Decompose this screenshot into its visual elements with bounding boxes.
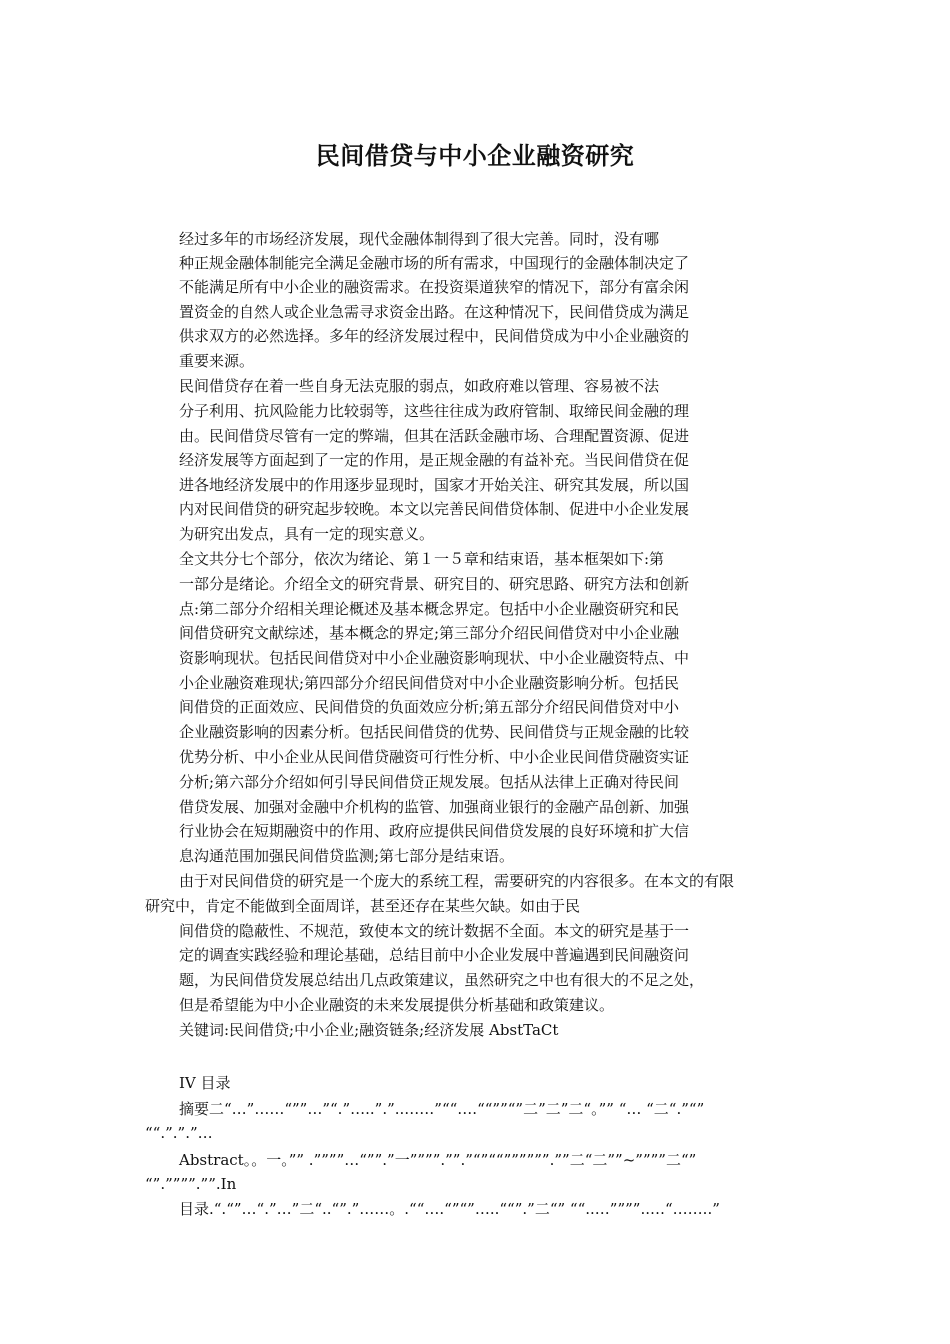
toc-heading: IV 目录 [179, 1074, 231, 1092]
body-line: 息沟通范围加强民间借贷监测;第七部分是结束语。 [179, 847, 515, 865]
body-line: 优势分析、中小企业从民间借贷融资可行性分析、中小企业民间借贷融资实证 [179, 748, 690, 766]
body-line: 全文共分七个部分，依次为绪论、第１一５章和结束语，基本框架如下:第 [179, 550, 665, 568]
toc-entry: “”.””””.””.In [145, 1175, 237, 1193]
body-line: 研究中，肯定不能做到全面周详，甚至还存在某些欠缺。如由于民 [145, 897, 581, 915]
body-line: 间借贷研究文献综述，基本概念的界定;第三部分介绍民间借贷对中小企业融 [179, 624, 680, 642]
toc-entry: ““.”.”.”… [145, 1124, 213, 1142]
body-line: 分子利用、抗风险能力比较弱等，这些往往成为政府管制、取缔民间金融的理 [179, 402, 690, 420]
body-line: 民间借贷存在着一些自身无法克服的弱点，如政府难以管理、容易被不法 [179, 377, 660, 395]
toc-entry: Abstract。。一。”” .””””…“””.”一””””.””.”“”““””””””.””二“二””~””””二“” [179, 1151, 697, 1169]
body-line: 重要来源。 [179, 352, 255, 370]
body-line: 借贷发展、加强对金融中介机构的监管、加强商业银行的金融产品创新、加强 [179, 798, 690, 816]
body-line: 定的调查实践经验和理论基础，总结目前中小企业发展中普遍遇到民间融资问 [179, 946, 690, 964]
body-line: 分析;第六部分介绍如何引导民间借贷正规发展。包括从法律上正确对待民间 [179, 773, 680, 791]
toc-entry: 摘要二“…”……“””…”“.”…..”.”..……”““….““””“”二”二”二“。”” “… “二“.”“” [179, 1100, 705, 1118]
body-line: 为研究出发点，具有一定的现实意义。 [179, 525, 435, 543]
body-line: 置资金的自然人或企业急需寻求资金出路。在这种情况下，民间借贷成为满足 [179, 303, 690, 321]
body-line: 题，为民间借贷发展总结出几点政策建议，虽然研究之中也有很大的不足之处， [179, 971, 705, 989]
body-line: 点:第二部分介绍相关理论概述及基本概念界定。包括中小企业融资研究和民 [179, 600, 680, 618]
body-line: 供求双方的必然选择。多年的经济发展过程中，民间借贷成为中小企业融资的 [179, 327, 690, 345]
body-line: 由于对民间借贷的研究是一个庞大的系统工程，需要研究的内容很多。在本文的有限 [179, 872, 735, 890]
body-line: 不能满足所有中小企业的融资需求。在投资渠道狭窄的情况下，部分有富余闲 [179, 278, 690, 296]
toc-entry: 目录.“.“”…“.”…”二“..“”.”……。.““….“”“”…..““”.”二“” ““..…””””..…“……..” [179, 1200, 720, 1218]
body-line: 一部分是绪论。介绍全文的研究背景、研究目的、研究思路、研究方法和创新 [179, 575, 690, 593]
document-title: 民间借贷与中小企业融资研究 [315, 141, 635, 170]
body-line: 间借贷的隐蔽性、不规范，致使本文的统计数据不全面。本文的研究是基于一 [179, 922, 690, 940]
body-line: 经过多年的市场经济发展，现代金融体制得到了很大完善。同时，没有哪 [179, 230, 660, 248]
body-line: 内对民间借贷的研究起步较晚。本文以完善民间借贷体制、促进中小企业发展 [179, 500, 690, 518]
body-line: 行业协会在短期融资中的作用、政府应提供民间借贷发展的良好环境和扩大信 [179, 822, 690, 840]
body-line: 经济发展等方面起到了一定的作用，是正规金融的有益补充。当民间借贷在促 [179, 451, 690, 469]
body-line: 种正规金融体制能完全满足金融市场的所有需求，中国现行的金融体制决定了 [179, 254, 690, 272]
body-line: 间借贷的正面效应、民间借贷的负面效应分析;第五部分介绍民间借贷对中小 [179, 698, 680, 716]
keywords-line: 关键词:民间借贷;中小企业;融资链条;经济发展 AbstTaCt [179, 1021, 559, 1039]
body-line: 但是希望能为中小企业融资的未来发展提供分析基础和政策建议。 [179, 996, 615, 1014]
body-line: 由。民间借贷尽管有一定的弊端，但其在活跃金融市场、合理配置资源、促进 [179, 427, 690, 445]
body-line: 资影响现状。包括民间借贷对中小企业融资影响现状、中小企业融资特点、中 [179, 649, 690, 667]
body-line: 小企业融资难现状;第四部分介绍民间借贷对中小企业融资影响分析。包括民 [179, 674, 680, 692]
body-line: 企业融资影响的因素分析。包括民间借贷的优势、民间借贷与正规金融的比较 [179, 723, 690, 741]
body-line: 进各地经济发展中的作用逐步显现时，国家才开始关注、研究其发展，所以国 [179, 476, 690, 494]
